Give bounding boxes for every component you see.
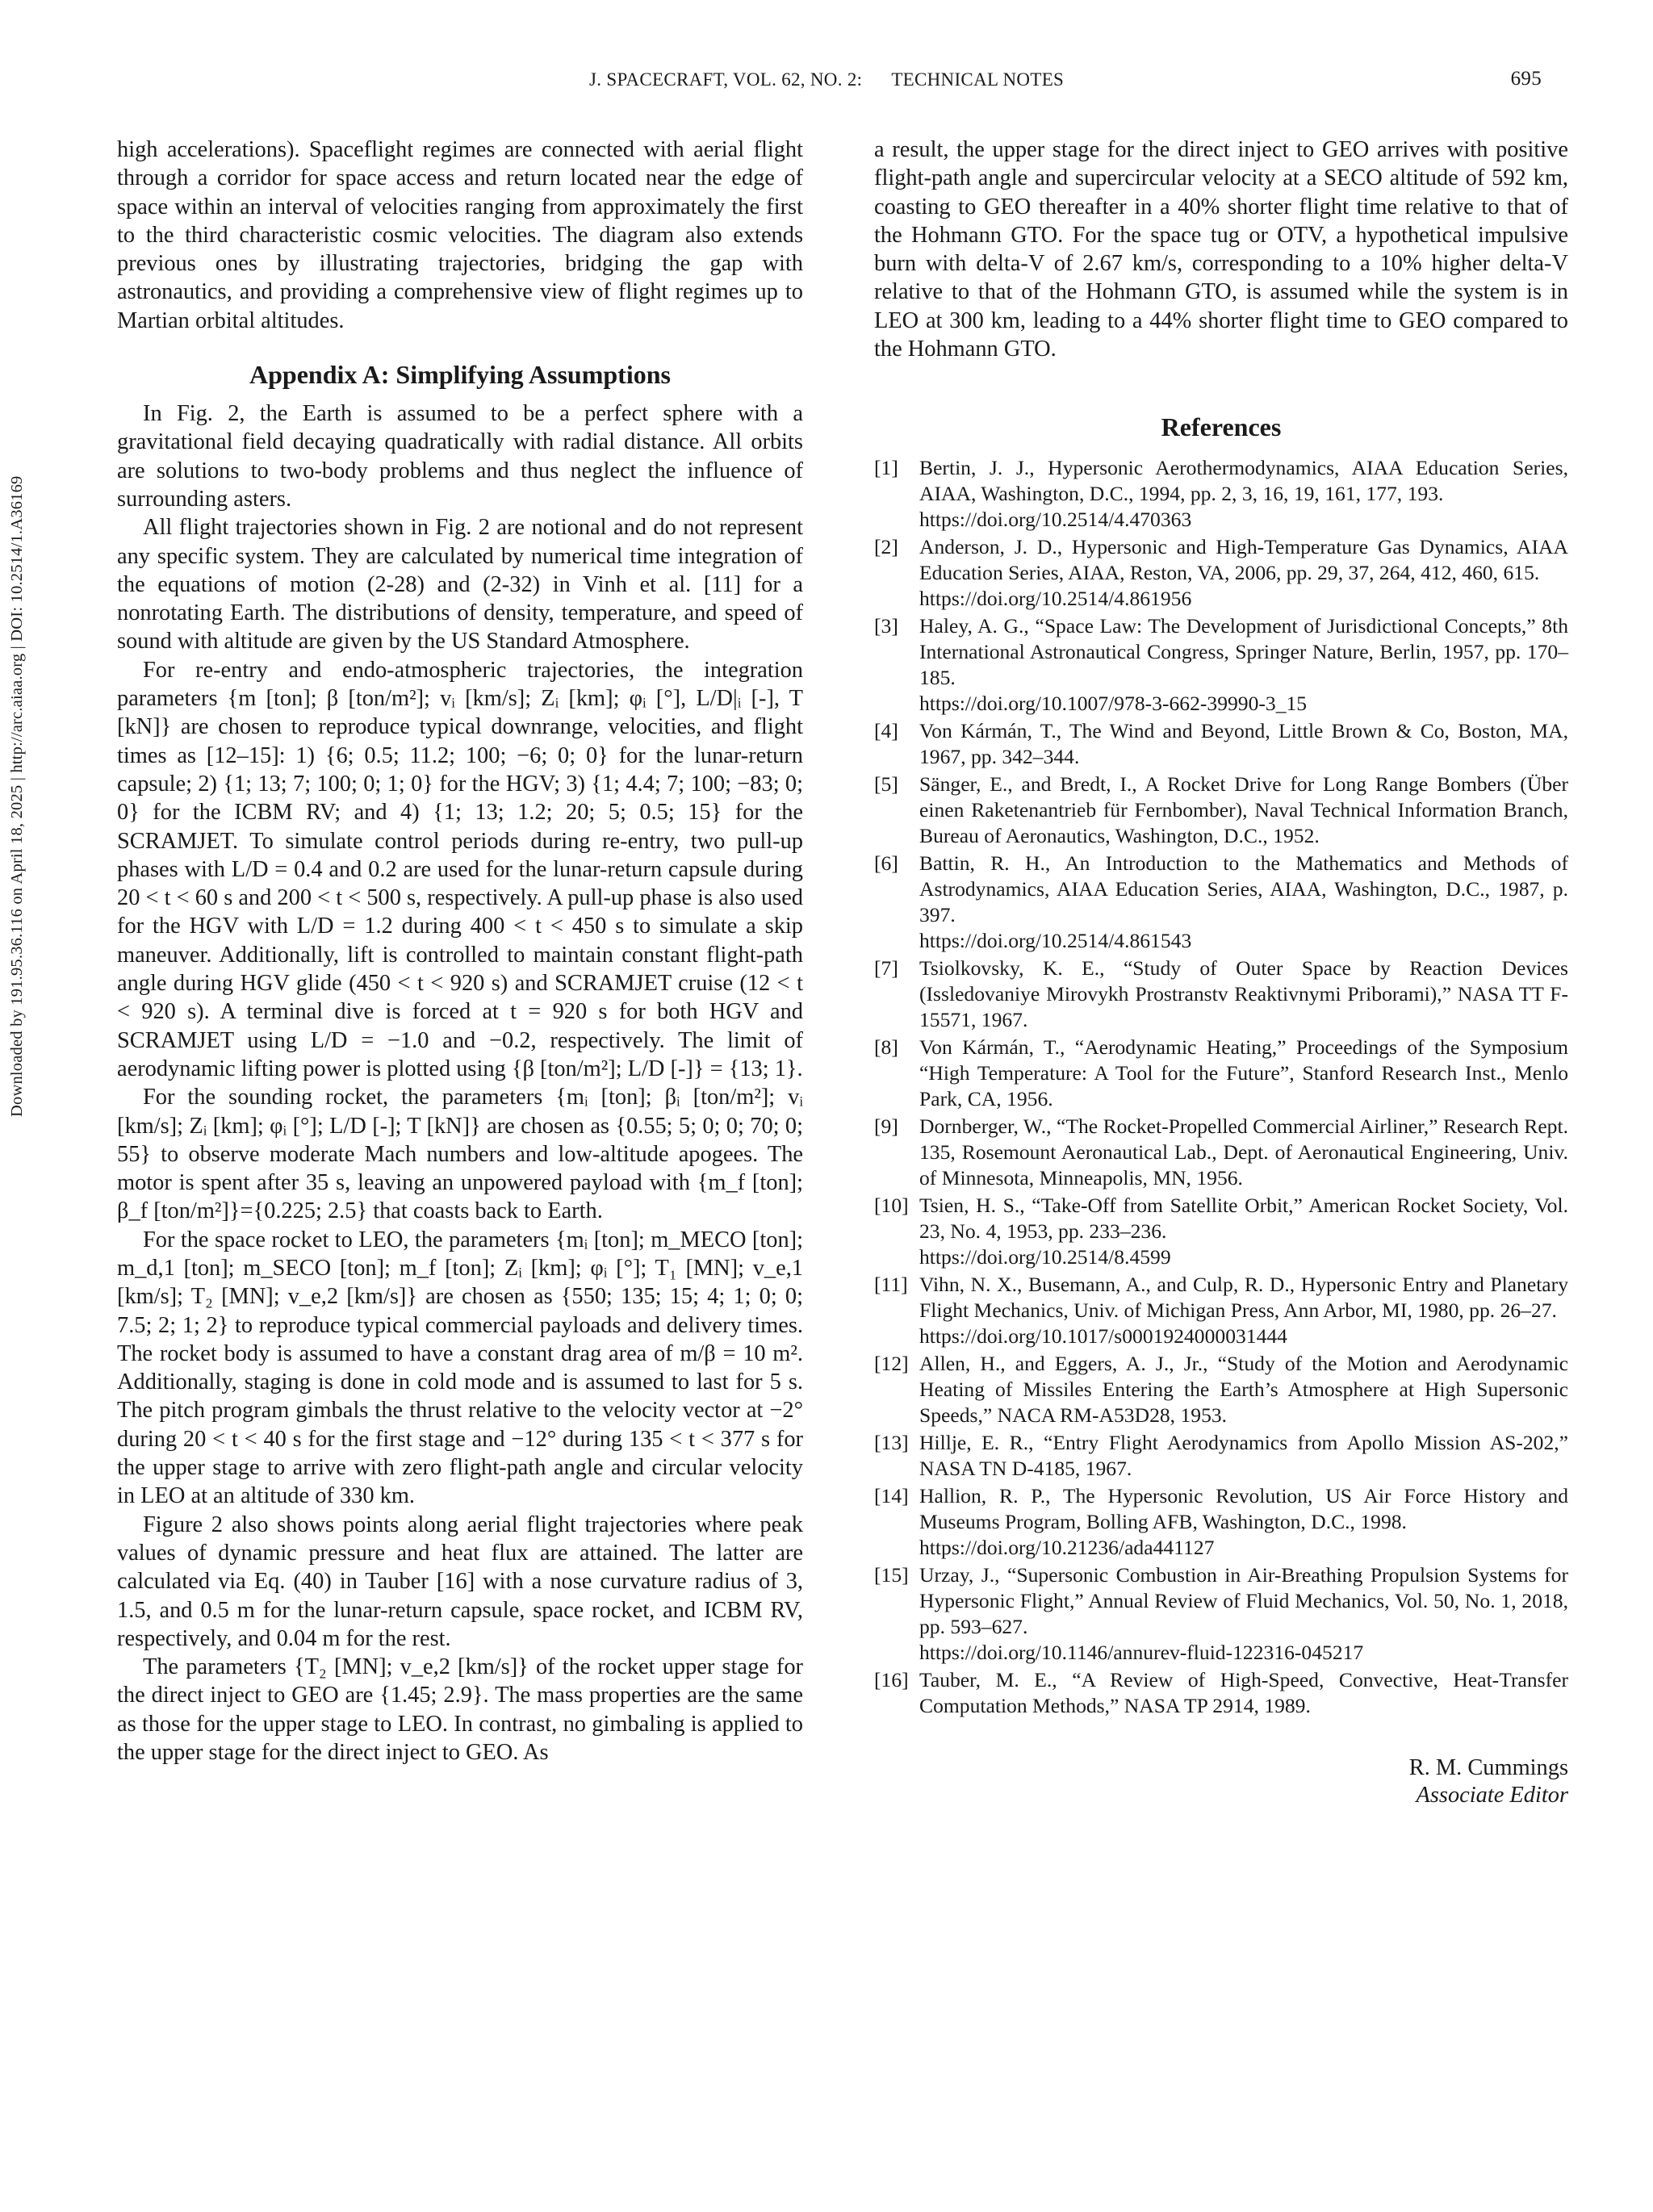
reference-number: [1] [874,456,898,480]
reference-number: [7] [874,956,898,981]
reference-item [874,955,1568,1033]
reference-doi-link[interactable]: https://doi.org/10.2514/8.4599 [919,1245,1171,1269]
reference-number: [8] [874,1035,898,1060]
reference-item [874,455,1568,533]
appendix-heading: Appendix A: Simplifying Assumptions [249,360,671,390]
reference-item [874,534,1568,612]
reference-number: [13] [874,1431,909,1455]
paragraph: In Fig. 2, the Earth is assumed to be a perfect sphere with a gravitational field decaying quadratically with radial distance. All orbits are solutions to two-body problems and thus neglect the influence of surrounding asters. [117,401,803,512]
reference-number: [4] [874,719,898,743]
reference-text: Hallion, R. P., The Hypersonic Revolution, US Air Force History and Museums Program, Bolling AFB, Washington, D.C., 1998. [919,1484,1568,1534]
reference-number: [9] [874,1114,898,1139]
reference-text: Sänger, E., and Bredt, I., A Rocket Drive for Long Range Bombers (Über einen Raketenantrieb für Fernbomber), Naval Technical Information Branch, Bureau of Aeronautics, Washington, D.C., 1952. [919,772,1568,848]
running-header [0,69,1653,102]
paragraph: Figure 2 also shows points along aerial flight trajectories where peak values of dynamic pressure and heat flux are attained. The latter are calculated via Eq. (40) in Tauber [16] with a nose curvature radius of 3, 1.5, and 0.5 m for the lunar-return capsule, space rocket, and ICBM RV, respectively, and 0.04 m for the rest. [117,1512,803,1651]
reference-body [919,1114,1568,1191]
reference-body [919,1483,1568,1561]
reference-doi-link[interactable]: https://doi.org/10.1146/annurev-fluid-122316-045217 [919,1641,1364,1665]
paragraph: All flight trajectories shown in Fig. 2 are notional and do not represent any specific system. They are calculated by numerical time integration of the equations of motion (2-28) and (2-32) in Vinh et al. [11] for a nonrotating Earth. The distributions of density, temperature, and speed of sound with altitude are given by the US Standard Atmosphere. [117,515,803,654]
reference-body [919,613,1568,717]
reference-text: Anderson, J. D., Hypersonic and High-Temperature Gas Dynamics, AIAA Education Series, AIAA, Reston, VA, 2006, pp. 29, 37, 264, 412, 460, 615. [919,535,1568,585]
reference-body [919,771,1568,849]
reference-doi-link[interactable]: https://doi.org/10.2514/4.861543 [919,929,1192,953]
reference-item [874,613,1568,717]
reference-body [919,1035,1568,1112]
reference-item [874,851,1568,954]
reference-body [919,455,1568,533]
reference-text: Haley, A. G., “Space Law: The Development of Jurisdictional Concepts,” 8th International Astronautical Congress, Springer Nature, Berlin, 1957, pp. 170–185. [919,614,1568,690]
editor-name: R. M. Cummings [1408,1755,1568,1781]
reference-item [874,1351,1568,1428]
journal-header [589,69,1064,90]
reference-item [874,1114,1568,1191]
reference-number: [14] [874,1484,909,1508]
reference-number: [16] [874,1668,909,1692]
reference-text: Von Kármán, T., “Aerodynamic Heating,” Proceedings of the Symposium “High Temperature: A Tool for the Future”, Stanford Research Inst., Menlo Park, CA, 1956. [919,1035,1568,1111]
reference-body [919,1351,1568,1428]
reference-doi-link[interactable]: https://doi.org/10.1017/s0001924000031444 [919,1324,1287,1349]
reference-item [874,1562,1568,1666]
page-number: 695 [1510,68,1542,90]
editor-title: Associate Editor [1416,1783,1568,1808]
reference-body [919,851,1568,954]
reference-text: Battin, R. H., An Introduction to the Mathematics and Methods of Astrodynamics, AIAA Education Series, AIAA, Washington, D.C., 1987, p. 397. [919,851,1568,927]
journal-name: J. SPACECRAFT, VOL. 62, NO. 2: [589,69,863,90]
reference-item [874,1430,1568,1482]
reference-number: [12] [874,1352,909,1376]
reference-body [919,534,1568,612]
reference-doi-link[interactable]: https://doi.org/10.2514/4.861956 [919,587,1192,611]
paragraph: For the space rocket to LEO, the parameters {mᵢ [ton]; m_MECO [ton]; m_d,1 [ton]; m_SECO [ton]; m_f [ton]; Zᵢ [km]; φᵢ [°]; T₁ [MN]; v_e,1 [km/s]; T₂ [MN]; v_e,2 [km/s]} are chosen as {550; 135; 15; 4; 1; 0; 0; 7.5; 2; 1; 2} to reproduce typical commercial payloads and delivery times. The rocket body is assumed to have a constant drag area of m/β = 10 m². Additionally, staging is done in cold mode and is assumed to last for 5 s. The pitch program gimbals the thrust relative to the velocity vector at −2° during 20 < t < 40 s for the first stage and −12° during 135 < t < 377 s for the upper stage to arrive with zero flight-path angle and circular velocity in LEO at an altitude of 330 km. [117,1227,803,1509]
reference-text: Tsien, H. S., “Take-Off from Satellite Orbit,” American Rocket Society, Vol. 23, No. 4, 1953, pp. 233–236. [919,1194,1568,1244]
paragraph: a result, the upper stage for the direct inject to GEO arrives with positive flight-path angle and supercircular velocity at a SECO altitude of 592 km, coasting to GEO thereafter in a 40% shorter flight time relative to that of the Hohmann GTO. For the space tug or OTV, a hypothetical impulsive burn with delta-V of 2.67 km/s, corresponding to a 10% higher delta-V relative to that of the Hohmann GTO, is assumed while the system is in LEO at 300 km, leading to a 44% shorter flight time to GEO compared to the Hohmann GTO. [874,137,1568,362]
reference-number: [2] [874,535,898,559]
reference-doi-link[interactable]: https://doi.org/10.1007/978-3-662-39990-3_15 [919,692,1308,716]
reference-text: Bertin, J. J., Hypersonic Aerothermodynamics, AIAA Education Series, AIAA, Washington, D.C., 1994, pp. 2, 3, 16, 19, 161, 177, 193. [919,456,1568,506]
reference-body [919,1430,1568,1482]
reference-body [919,1667,1568,1719]
paragraph: For re-entry and endo-atmospheric trajectories, the integration parameters {m [ton]; β [ton/m²]; vᵢ [km/s]; Zᵢ [km]; φᵢ [°], L/D|ᵢ [-], T [kN]} are chosen to reproduce typical downrange, velocities, and flight times as [12–15]: 1) {6; 0.5; 11.2; 100; −6; 0; 0} for the lunar-return capsule; 2) {1; 13; 7; 100; 0; 1; 0} for the HGV; 3) {1; 4.4; 7; 100; −83; 0; 0} for the ICBM RV; and 4) {1; 13; 1.2; 20; 5; 0.5; 15} for the SCRAMJET. To simulate control periods during re-entry, two pull-up phases with L/D = 0.4 and 0.2 are used for the lunar-return capsule during 20 < t < 60 s and 200 < t < 500 s, respectively. A pull-up phase is also used for the HGV with L/D = 1.2 during 400 < t < 450 s to simulate a skip maneuver. Additionally, lift is controlled to maintain constant flight-path angle during HGV glide (450 < t < 920 s) and SCRAMJET cruise (12 < t < 920 s). A terminal dive is forced at t = 920 s for both HGV and SCRAMJET using L/D = −1.0 and −0.2, respectively. The limit of aerodynamic lifting power is plotted using {β [ton/m²]; L/D [-]} = {13; 1}. [117,657,803,1081]
reference-text: Urzay, J., “Supersonic Combustion in Air-Breathing Propulsion Systems for Hypersonic Flight,” Annual Review of Fluid Mechanics, Vol. 50, No. 1, 2018, pp. 593–627. [919,1563,1568,1639]
reference-doi-link[interactable]: https://doi.org/10.21236/ada441127 [919,1536,1215,1560]
reference-item [874,718,1568,770]
right-column [874,136,1568,1809]
reference-item [874,771,1568,849]
reference-body [919,718,1568,770]
reference-list [874,455,1568,1719]
reference-text: Von Kármán, T., The Wind and Beyond, Little Brown & Co, Boston, MA, 1967, pp. 342–344. [919,719,1568,769]
reference-item [874,1035,1568,1112]
reference-item [874,1193,1568,1270]
reference-doi-link[interactable]: https://doi.org/10.2514/4.470363 [919,508,1192,532]
reference-body [919,1272,1568,1349]
reference-item [874,1483,1568,1561]
reference-body [919,1562,1568,1666]
paragraph: For the sounding rocket, the parameters {mᵢ [ton]; βᵢ [ton/m²]; vᵢ [km/s]; Zᵢ [km]; φᵢ [°]; L/D [-]; T [kN]} are chosen as {0.55; 5; 0; 0; 70; 0; 55} to observe moderate Mach numbers and low-altitude apogees. The motor is spent after 35 s, leaving an unpowered payload with {m_f [ton]; β_f [ton/m²]}={0.225; 2.5} that coasts back to Earth. [117,1085,803,1224]
reference-text: Dornberger, W., “The Rocket-Propelled Commercial Airliner,” Research Rept. 135, Rosemount Aeronautical Lab., Dept. of Aeronautical Engineering, Univ. of Minnesota, Minneapolis, MN, 1956. [919,1114,1568,1190]
paragraph: The parameters {T₂ [MN]; v_e,2 [km/s]} of the rocket upper stage for the direct inject to GEO are {1.45; 2.9}. The mass properties are the same as those for the upper stage to LEO. In contrast, no gimbaling is applied to the upper stage for the direct inject to GEO. As [117,1654,803,1766]
download-watermark: Downloaded by 191.95.36.116 on April 18, 2025 | http://arc.aiaa.org | DOI: 10.2514/1.A36169 [8,475,26,1117]
reference-text: Allen, H., and Eggers, A. J., Jr., “Study of the Motion and Aerodynamic Heating of Missiles Entering the Earth’s Atmosphere at High Supersonic Speeds,” NACA RM-A53D28, 1953. [919,1352,1568,1428]
reference-number: [11] [874,1273,908,1297]
reference-number: [5] [874,772,898,797]
reference-item [874,1272,1568,1349]
reference-text: Hillje, E. R., “Entry Flight Aerodynamics from Apollo Mission AS-202,” NASA TN D-4185, 1967. [919,1431,1568,1481]
reference-body [919,955,1568,1033]
reference-item [874,1667,1568,1719]
reference-number: [3] [874,614,898,638]
left-column [117,136,803,1767]
references-heading: References [1161,412,1282,442]
reference-number: [6] [874,851,898,876]
editor-signature [874,1754,1568,1809]
reference-number: [10] [874,1194,909,1218]
reference-text: Vihn, N. X., Busemann, A., and Culp, R. D., Hypersonic Entry and Planetary Flight Mechanics, Univ. of Michigan Press, Ann Arbor, MI, 1980, pp. 26–27. [919,1273,1568,1323]
reference-text: Tauber, M. E., “A Review of High-Speed, Convective, Heat-Transfer Computation Methods,” NASA TP 2914, 1989. [919,1668,1568,1718]
reference-text: Tsiolkovsky, K. E., “Study of Outer Space by Reaction Devices (Issledovaniye Mirovykh Prostranstv Reaktivnymi Priborami),” NASA TT F-15571, 1967. [919,956,1568,1032]
paragraph: high accelerations). Spaceflight regimes are connected with aerial flight through a corridor for space access and return located near the edge of space within an interval of velocities ranging from approximately the first to the third characteristic cosmic velocities. The diagram also extends previous ones by illustrating trajectories, bridging the gap with astronautics, and providing a comprehensive view of flight regimes up to Martian orbital altitudes. [117,137,803,333]
reference-body [919,1193,1568,1270]
reference-number: [15] [874,1563,909,1587]
section-name: TECHNICAL NOTES [891,69,1065,90]
